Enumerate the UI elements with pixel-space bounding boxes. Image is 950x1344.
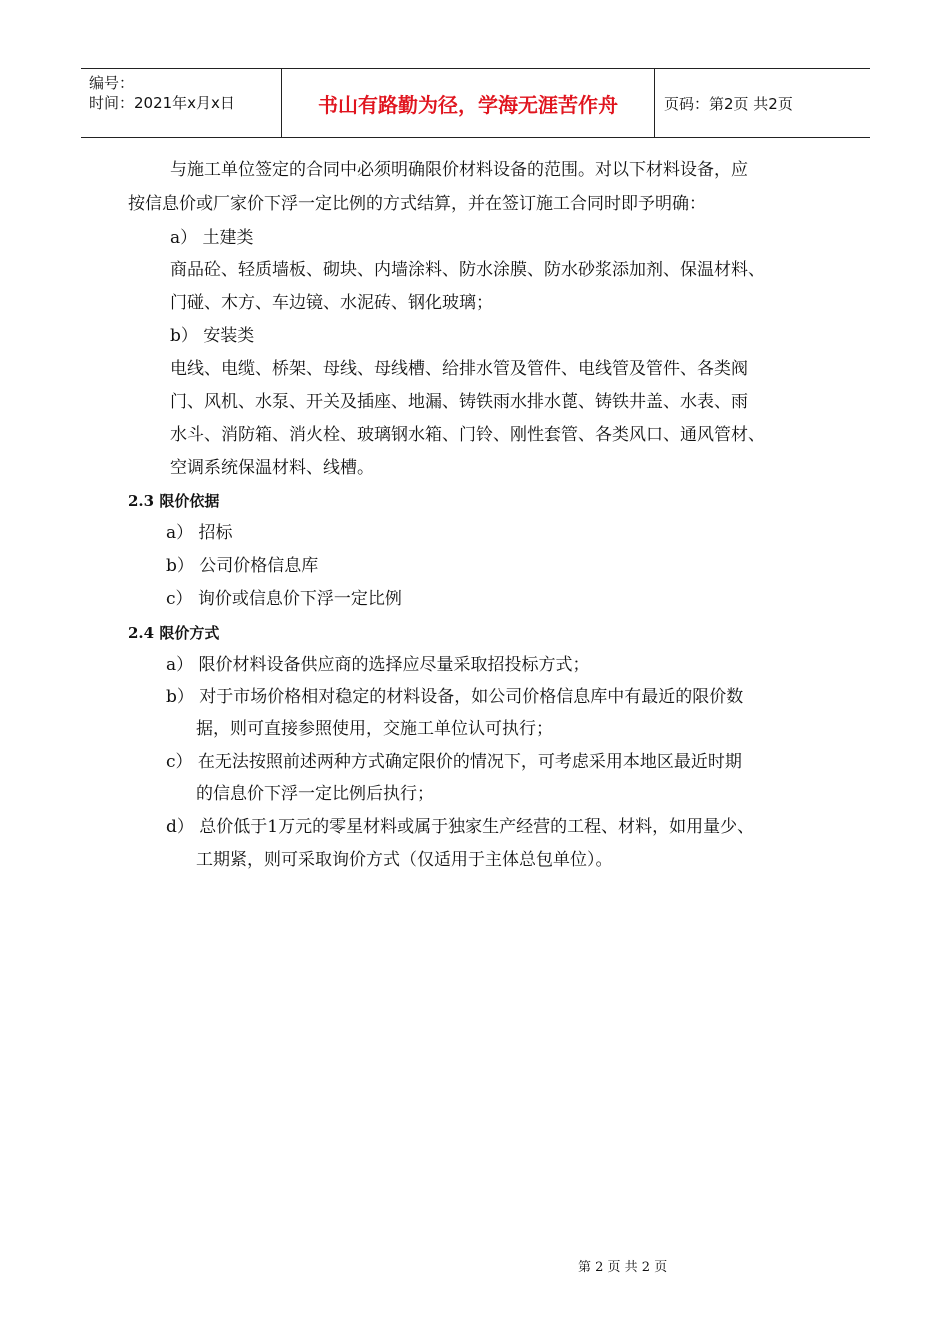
section-2-4-item-d-line-2: 工期紧，则可采取询价方式（仅适用于主体总包单位）。 — [196, 850, 613, 870]
document-header — [81, 68, 870, 138]
document-number-label: 编号： — [89, 74, 135, 92]
install-items-line-3: 水斗、消防箱、消火栓、玻璃钢水箱、门铃、刚性套管、各类风口、通风管材、 — [170, 425, 765, 445]
document-time: 时间：2021年x月x日 — [89, 94, 235, 112]
header-page-info: 页码：第2页 共2页 — [664, 94, 793, 113]
section-2-4-item-c-line-1: c） 在无法按照前述两种方式确定限价的情况下，可考虑采用本地区最近时期 — [166, 752, 742, 772]
header-page-info-cell — [655, 69, 870, 137]
install-category-label: b） 安装类 — [170, 326, 255, 346]
civil-items-line-1: 商品砼、轻质墙板、砌块、内墙涂料、防水涂膜、防水砂浆添加剂、保温材料、 — [170, 260, 765, 280]
section-2-4-item-b-line-2: 据，则可直接参照使用，交施工单位认可执行； — [196, 719, 553, 739]
header-meta — [81, 69, 282, 137]
intro-line-1: 与施工单位签定的合同中必须明确限价材料设备的范围。对以下材料设备，应 — [170, 160, 748, 180]
section-2-3-item-c: c） 询价或信息价下浮一定比例 — [166, 589, 402, 609]
section-2-4-item-a: a） 限价材料设备供应商的选择应尽量采取招投标方式； — [166, 655, 590, 675]
section-2-3-title: 2.3 限价依据 — [128, 492, 220, 510]
section-2-3-item-b: b） 公司价格信息库 — [166, 556, 319, 576]
section-2-4-item-b-line-1: b） 对于市场价格相对稳定的材料设备，如公司价格信息库中有最近的限价数 — [166, 687, 744, 707]
section-2-4-title: 2.4 限价方式 — [128, 624, 220, 642]
header-motto: 书山有路勤为径，学海无涯苦作舟 — [318, 92, 618, 117]
civil-items-line-2: 门碰、木方、车边镜、水泥砖、钢化玻璃； — [170, 293, 493, 313]
civil-category-label: a） 土建类 — [170, 228, 254, 248]
install-items-line-4: 空调系统保温材料、线槽。 — [170, 458, 374, 478]
section-2-3-item-a: a） 招标 — [166, 523, 233, 543]
intro-line-2: 按信息价或厂家价下浮一定比例的方式结算，并在签订施工合同时即予明确： — [128, 194, 706, 214]
header-motto-cell — [282, 69, 655, 137]
section-2-4-item-c-line-2: 的信息价下浮一定比例后执行； — [196, 784, 434, 804]
page-footer: 第 2 页 共 2 页 — [578, 1260, 668, 1275]
section-2-4-item-d-line-1: d） 总价低于1万元的零星材料或属于独家生产经营的工程、材料，如用量少、 — [166, 817, 755, 837]
install-items-line-1: 电线、电缆、桥架、母线、母线槽、给排水管及管件、电线管及管件、各类阀 — [170, 359, 748, 379]
install-items-line-2: 门、风机、水泵、开关及插座、地漏、铸铁雨水排水蓖、铸铁井盖、水表、雨 — [170, 392, 748, 412]
